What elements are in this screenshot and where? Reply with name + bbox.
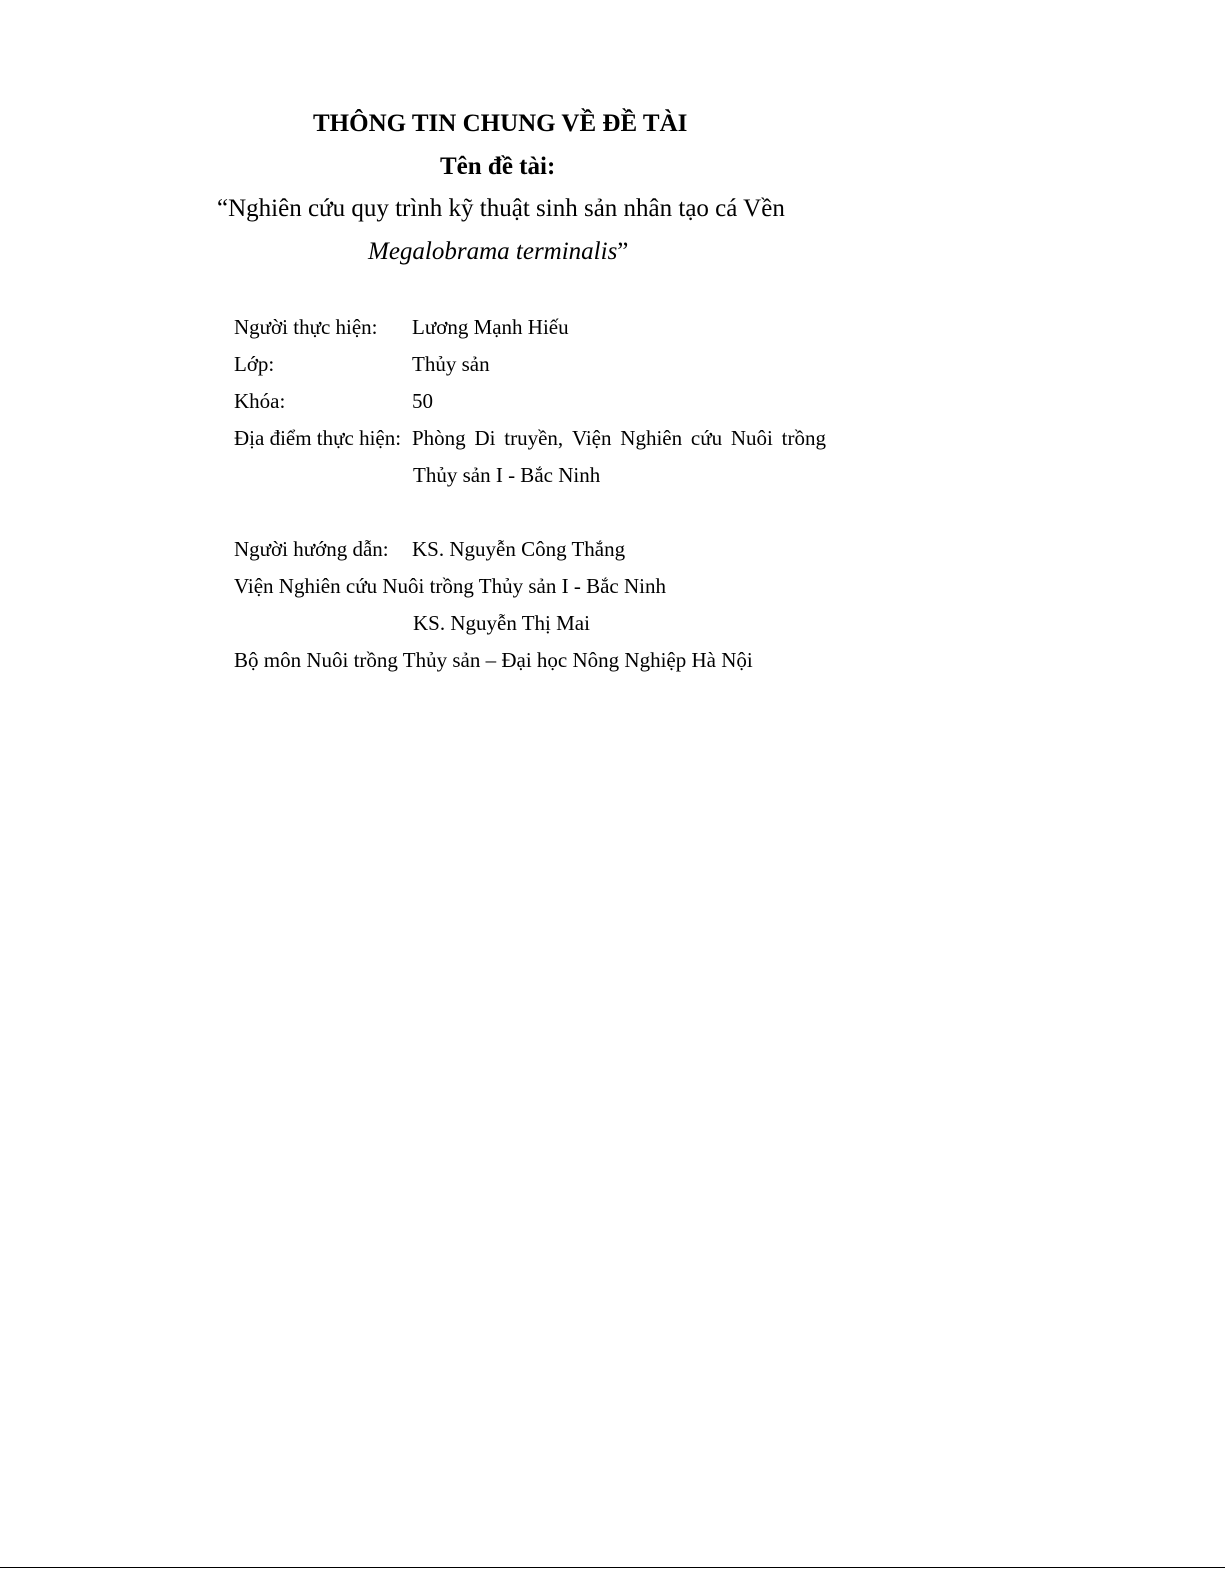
location-word: Nuôi	[730, 426, 773, 450]
thesis-title-line-1: “Nghiên cứu quy trình kỹ thuật sinh sản nhân tạo cá Vền	[217, 195, 785, 222]
location-value-line-1	[412, 426, 826, 451]
location-row	[234, 426, 826, 451]
supervisor-2-affiliation: Bộ môn Nuôi trồng Thủy sản – Đại học Nông Nghiệp Hà Nội	[234, 648, 753, 672]
location-word: Di	[474, 426, 496, 450]
location-label: Địa điểm thực hiện:	[234, 426, 402, 450]
supervisor-1-affiliation: Viện Nghiên cứu Nuôi trồng Thủy sản I - Bắc Ninh	[234, 574, 666, 598]
closing-quote: ”	[617, 238, 629, 265]
class-value: Thủy sản	[412, 352, 490, 376]
location-word: Viện	[571, 426, 612, 450]
course-value: 50	[412, 389, 433, 413]
location-word: cứu	[690, 426, 723, 450]
location-word: truyền,	[504, 426, 564, 450]
class-label: Lớp:	[234, 352, 275, 376]
location-word: Nghiên	[620, 426, 683, 450]
location-word: Phòng	[412, 426, 466, 450]
class-row	[234, 352, 490, 377]
course-row	[234, 389, 433, 414]
page-bottom-rule	[0, 1567, 1225, 1568]
supervisor-row	[234, 537, 625, 562]
course-label: Khóa:	[234, 389, 286, 413]
thesis-title-line-2	[368, 238, 628, 266]
supervisor-1-name: KS. Nguyễn Công Thắng	[412, 537, 626, 561]
location-word: trồng	[781, 426, 826, 450]
author-label: Người thực hiện:	[234, 315, 378, 339]
author-value: Lương Mạnh Hiếu	[412, 315, 569, 339]
thesis-title-label: Tên đề tài:	[440, 153, 556, 180]
author-row	[234, 315, 569, 340]
supervisor-label: Người hướng dẫn:	[234, 537, 389, 561]
species-name: Megalobrama terminalis	[368, 238, 618, 265]
page-heading: THÔNG TIN CHUNG VỀ ĐỀ TÀI	[313, 110, 688, 137]
supervisor-2-name: KS. Nguyễn Thị Mai	[413, 611, 590, 635]
location-value-line-2: Thủy sản I - Bắc Ninh	[413, 463, 601, 487]
